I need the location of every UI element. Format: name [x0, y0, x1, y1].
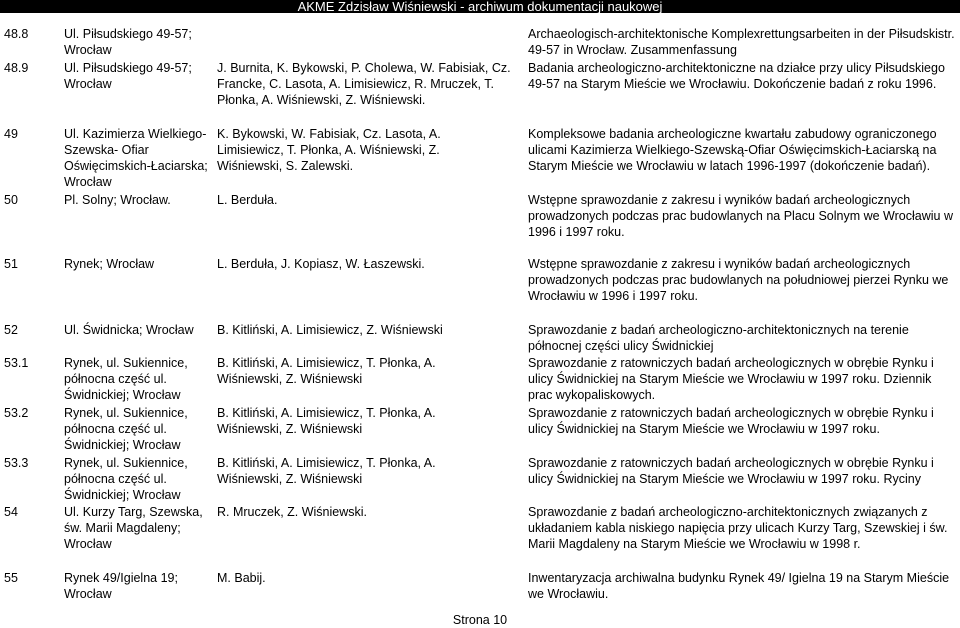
record-place: Rynek, ul. Sukiennice, północna część ul. Świdnickiej; Wrocław — [64, 406, 188, 452]
record-description: Kompleksowe badania archeologiczne kwartału zabudowy ograniczonego ulicami Kazimierza Wielkiego-Szewską-Ofiar Oświęcimskich-Łaciarską na Starym Mieście we Wrocławiu w latach 1996-1997 (dokończenie badań). — [528, 127, 937, 173]
record-number: 49 — [4, 127, 18, 141]
record-number: 53.1 — [4, 356, 29, 370]
record-place: Ul. Kurzy Targ, Szewska, św. Marii Magdaleny; Wrocław — [64, 505, 203, 551]
record-description: Sprawozdanie z badań archeologiczno-architektonicznych związanych z układaniem kabla niskiego napięcia przy ulicach Kurzy Targ, Szewskiej i św. Marii Magdaleny na Starym Mieście we Wrocławiu w 1998 r. — [528, 505, 948, 551]
record-authors: B. Kitliński, A. Limisiewicz, Z. Wiśniewski — [217, 323, 443, 337]
record-place: Ul. Kazimierza Wielkiego-Szewska- Ofiar Oświęcimskich-Łaciarska; Wrocław — [64, 127, 208, 189]
record-number: 53.2 — [4, 406, 29, 420]
record-description: Sprawozdanie z ratowniczych badań archeologicznych w obrębie Rynku i ulicy Świdnickiej na Starym Mieście we Wrocławiu w 1997 roku. Dziennik prac wykopaliskowych. — [528, 356, 934, 402]
record-place: Rynek, ul. Sukiennice, północna część ul. Świdnickiej; Wrocław — [64, 356, 188, 402]
record-place: Pl. Solny; Wrocław. — [64, 193, 171, 207]
record-authors: B. Kitliński, A. Limisiewicz, T. Płonka, A. Wiśniewski, Z. Wiśniewski — [217, 406, 436, 436]
record-description: Inwentaryzacja archiwalna budynku Rynek 49/ Igielna 19 na Starym Mieście we Wrocławiu. — [528, 571, 950, 601]
record-number: 55 — [4, 571, 18, 585]
record-description: Sprawozdanie z ratowniczych badań archeologicznych w obrębie Rynku i ulicy Świdnickiej na Starym Mieście we Wrocławiu w 1997 roku. Ryciny — [528, 456, 934, 486]
record-number: 50 — [4, 193, 18, 207]
record-number: 51 — [4, 257, 18, 271]
record-authors: R. Mruczek, Z. Wiśniewski. — [217, 505, 368, 519]
record-place: Rynek, ul. Sukiennice, północna część ul. Świdnickiej; Wrocław — [64, 456, 188, 502]
record-description: Badania archeologiczno-architektoniczne na działce przy ulicy Piłsudskiego 49-57 na Starym Mieście we Wrocławiu. Dokończenie badań z roku 1996. — [528, 61, 945, 91]
record-number: 48.8 — [4, 27, 29, 41]
record-authors: K. Bykowski, W. Fabisiak, Cz. Lasota, A. Limisiewicz, T. Płonka, A. Wiśniewski, Z. Wiśniewski, S. Zalewski. — [217, 127, 441, 173]
record-description: Sprawozdanie z ratowniczych badań archeologicznych w obrębie Rynku i ulicy Świdnickiej na Starym Mieście we Wrocławiu w 1997 roku. — [528, 406, 934, 436]
record-number: 52 — [4, 323, 18, 337]
record-place: Ul. Piłsudskiego 49-57; Wrocław — [64, 61, 192, 91]
record-place: Ul. Świdnicka; Wrocław — [64, 323, 194, 337]
page-number: Strona 10 — [452, 613, 508, 627]
record-description: Archaeologisch-architektonische Komplexrettungsarbeiten in der Piłsudskistr. 49-57 in Wrocław. Zusammenfassung — [528, 27, 955, 57]
record-description: Wstępne sprawozdanie z zakresu i wyników badań archeologicznych prowadzonych podczas prac budowlanych na południowej pierzei Rynku we Wrocławiu w 1996 i 1997 roku. — [528, 257, 949, 303]
record-number: 54 — [4, 505, 18, 519]
record-number: 53.3 — [4, 456, 29, 470]
record-authors: L. Berduła. — [217, 193, 278, 207]
record-description: Sprawozdanie z badań archeologiczno-architektonicznych na terenie północnej części ulicy Świdnickiej — [528, 323, 909, 353]
page-header-title: AKME Zdzisław Wiśniewski - archiwum dokumentacji naukowej — [297, 0, 663, 14]
record-authors: L. Berduła, J. Kopiasz, W. Łaszewski. — [217, 257, 425, 271]
record-place: Rynek 49/Igielna 19; Wrocław — [64, 571, 178, 601]
record-number: 48.9 — [4, 61, 29, 75]
record-place: Ul. Piłsudskiego 49-57; Wrocław — [64, 27, 192, 57]
record-authors: M. Babij. — [217, 571, 266, 585]
record-place: Rynek; Wrocław — [64, 257, 155, 271]
record-authors: B. Kitliński, A. Limisiewicz, T. Płonka, A. Wiśniewski, Z. Wiśniewski — [217, 356, 436, 386]
record-authors: B. Kitliński, A. Limisiewicz, T. Płonka, A. Wiśniewski, Z. Wiśniewski — [217, 456, 436, 486]
record-authors: J. Burnita, K. Bykowski, P. Cholewa, W. Fabisiak, Cz. Francke, C. Lasota, A. Limisiewicz, R. Mruczek, T. Płonka, A. Wiśniewski, Z. Wiśniewski. — [217, 61, 511, 107]
record-description: Wstępne sprawozdanie z zakresu i wyników badań archeologicznych prowadzonych podczas prac budowlanych na Placu Solnym we Wrocławiu w 1996 i 1997 roku. — [528, 193, 953, 239]
